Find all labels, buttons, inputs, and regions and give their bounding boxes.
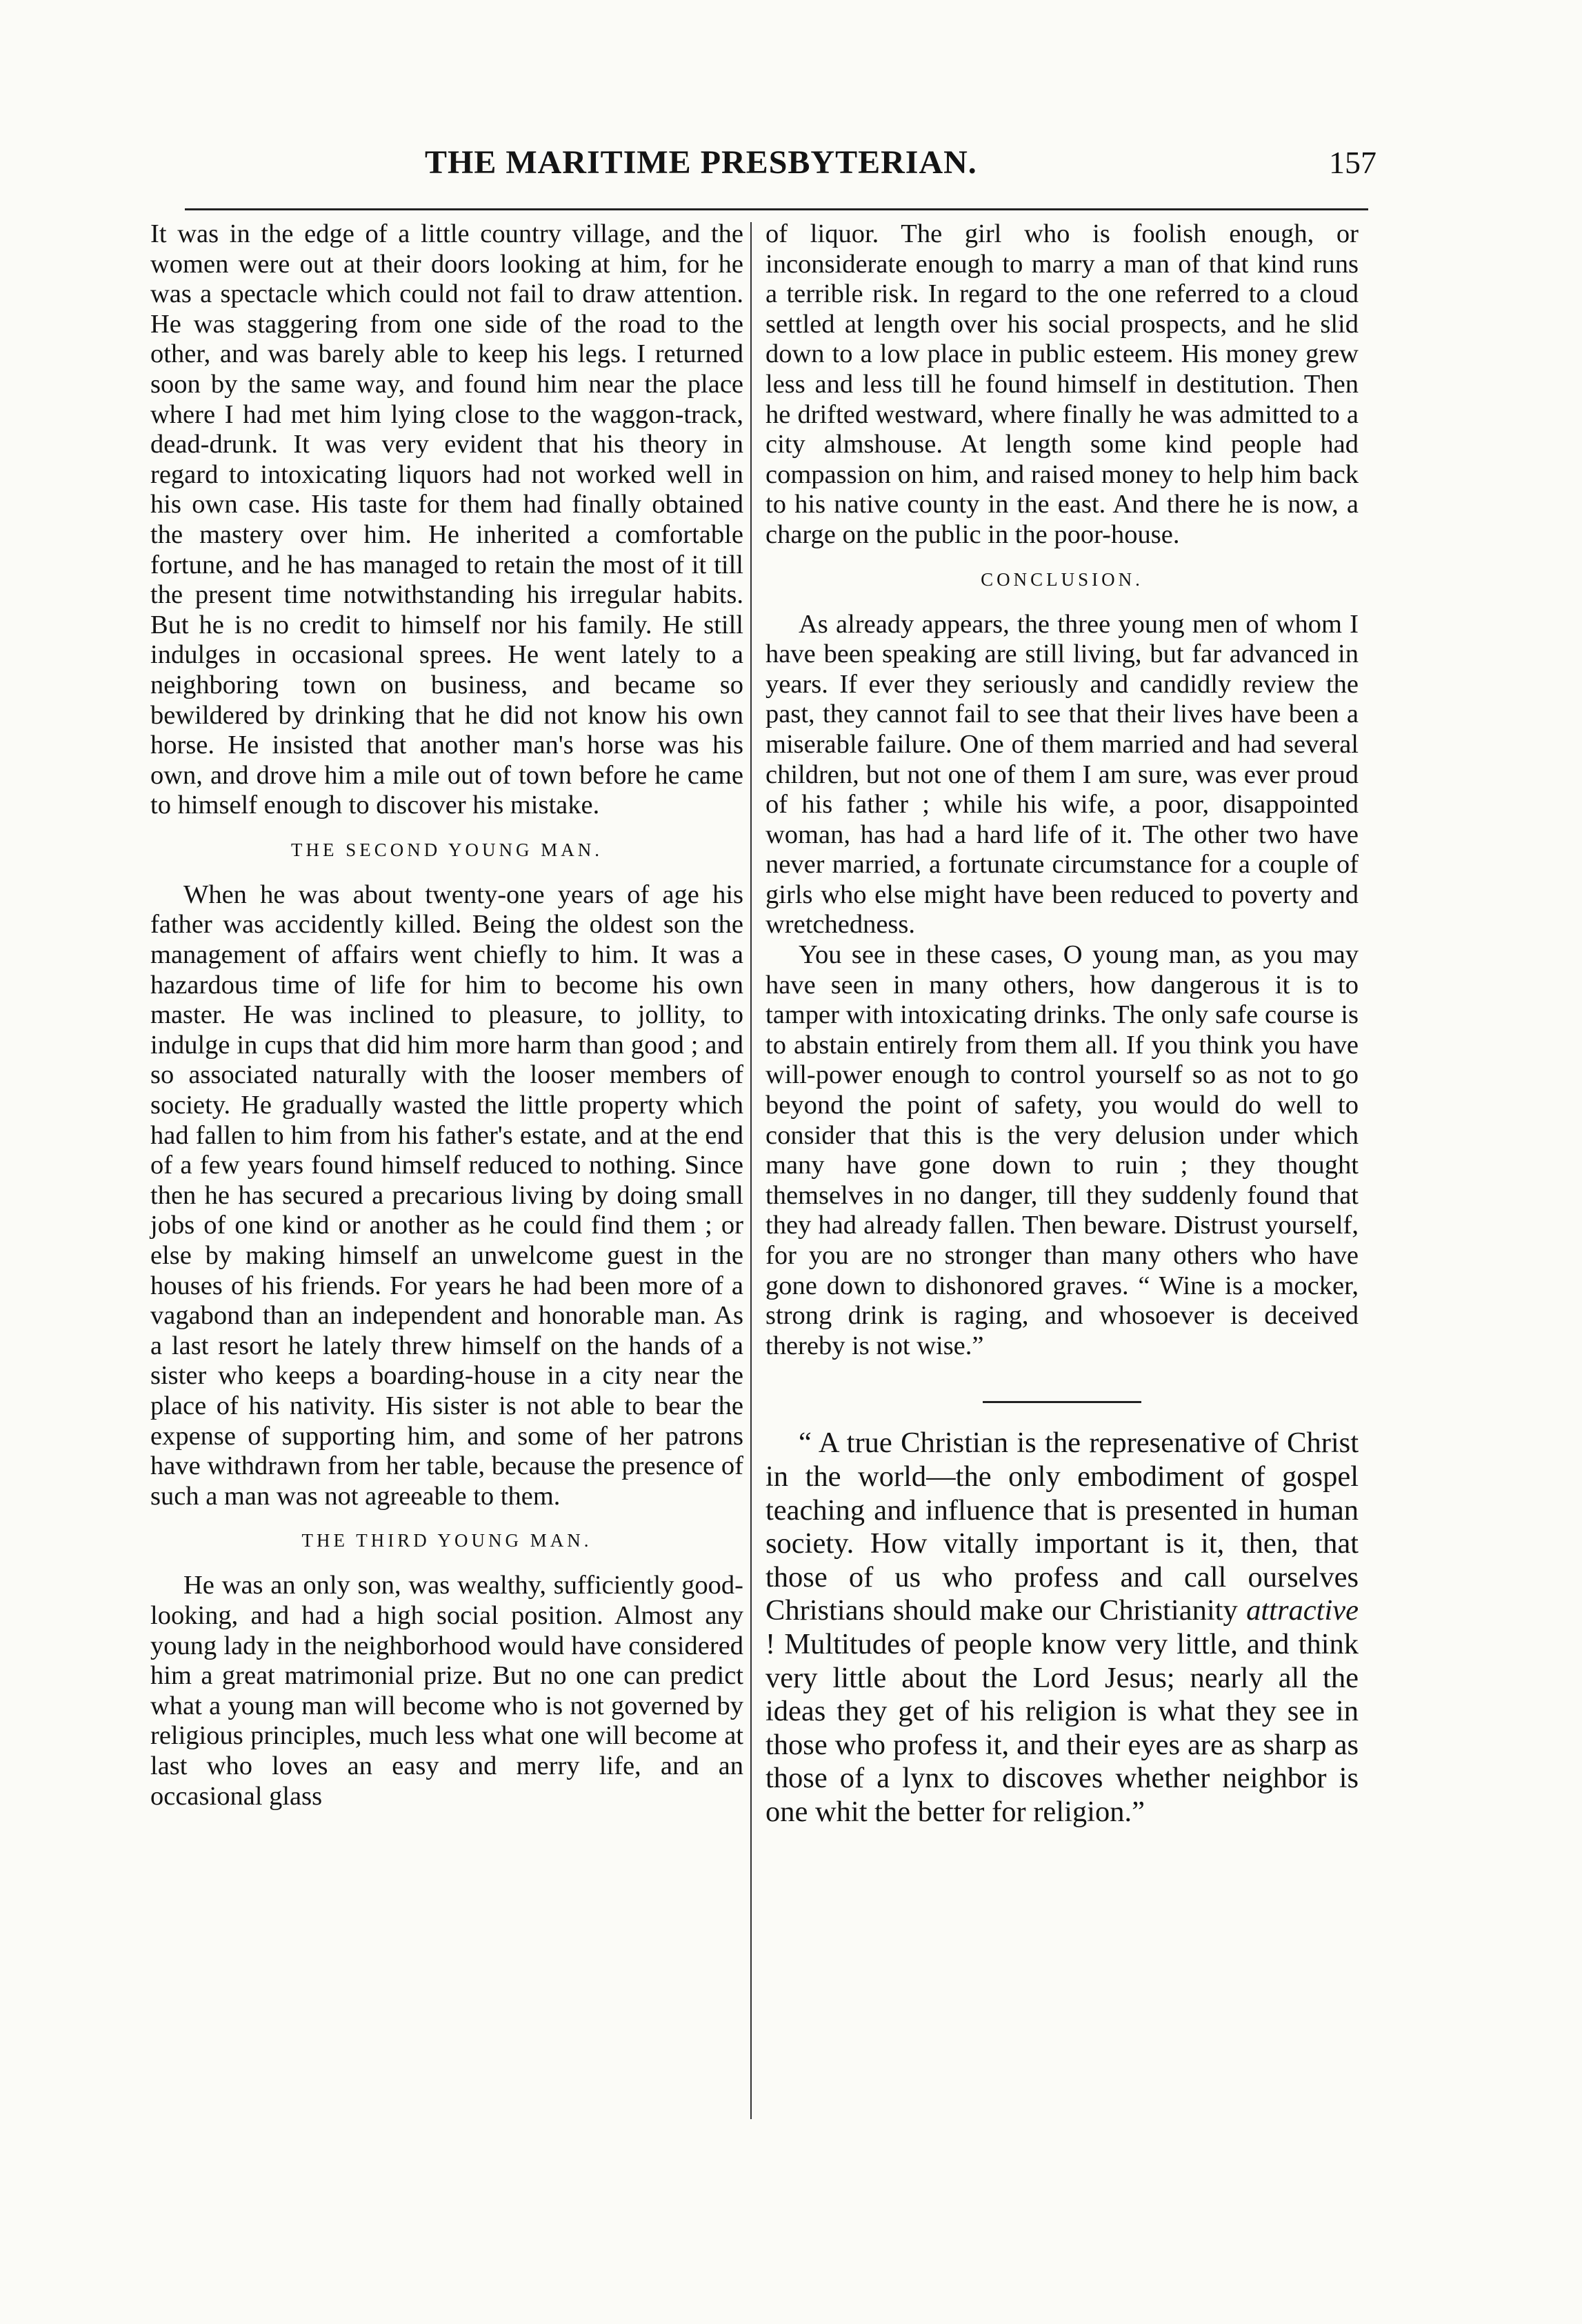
left-column <box>150 219 743 1811</box>
quote-emphasis: attractive <box>1246 1594 1359 1627</box>
conclusion-paragraph-2: You see in these cases, O young man, as you may have seen in many others, how dangerous it is to tamper with intoxicating drinks. The only safe course is to abstain entirely from them all. If you think you have will-power enough to control yourself so as not to go beyond the point of safety, you would do well to consider that this is the very delusion under which many have gone down to ruin ; they thought themselves in no danger, till they suddenly found that they had already fallen. Then beware. Distrust yourself, for you are no stronger than many others who have gone down to dishonored graves. “ Wine is a mocker, strong drink is raging, and whosoever is deceived thereby is not wise.” <box>765 940 1359 1360</box>
right-column <box>765 219 1359 1829</box>
column-divider <box>750 222 752 2119</box>
quote-text-start: “ A true Christian is the represenative of Christ in the world—the only embodiment of gospel teaching and influence that is presented in human society. How vitally important is it, then, that those of us who profess and call ourselves Christians should make our Christianity <box>765 1427 1359 1627</box>
section-heading-conclusion: CONCLUSION. <box>981 568 1143 590</box>
conclusion-paragraph-1: As already appears, the three young men of whom I have been speaking are still living, but far advanced in years. If ever they seriously and candidly review the past, they cannot fail to see that their lives have been a miserable failure. One of them married and had several children, but not one of them I am sure, was ever proud of his father ; while his wife, a poor, disappointed woman, has had a hard life of it. The other two have never married, a fortunate circumstance for a couple of girls who else might have been reduced to poverty and wretchedness. <box>765 609 1359 940</box>
christian-quote <box>765 1427 1359 1829</box>
page-header <box>177 135 1376 190</box>
page-number: 157 <box>1329 145 1376 180</box>
publication-title: THE MARITIME PRESBYTERIAN. <box>425 144 977 181</box>
section-heading-third-young-man: THE THIRD YOUNG MAN. <box>301 1530 592 1551</box>
section-separator-rule <box>983 1401 1141 1403</box>
section-heading-second-young-man: THE SECOND YOUNG MAN. <box>291 839 603 860</box>
story-continuation-paragraph: It was in the edge of a little country village, and the women were out at their doors looking at him, for he was a spectacle which could not fail to draw attention. He was staggering from one side of the road to the other, and was barely able to keep his legs. I returned soon by the same way, and found him near the place where I had met him lying close to the waggon-track, dead-drunk. It was very evident that his theory in regard to intoxicating liquors had not worked well in his own case. His taste for them had finally obtained the mastery over him. He inherited a comfortable fortune, and he has managed to retain the most of it till the present time notwithstanding his irregular habits. But he is no credit to himself nor his family. He still indulges in occasional sprees. He went lately to a neighboring town on business, and became so bewildered by drinking that he did not know his own horse. He insisted that another man's horse was his own, and drove him a mile out of town before he came to himself enough to discover his mistake. <box>150 219 743 820</box>
third-young-man-paragraph: He was an only son, was wealthy, sufficiently good-looking, and had a high social position. Almost any young lady in the neighborhood would have considered him a great matrimonial prize. But no one can predict what a young man will become who is not governed by religious principles, much less what one will become at last who loves an easy and merry life, and an occasional glass <box>150 1571 743 1811</box>
quote-text-end: ! Multitudes of people know very little, and think very little about the Lord Jesus; nearly all the ideas they get of his religion is what they see in those who profess it, and their eyes are as sharp as those of a lynx to discoves whether neighbor is one whit the better for religion.” <box>765 1627 1359 1828</box>
second-young-man-paragraph: When he was about twenty-one years of age his father was accidently killed. Being the oldest son the management of affairs went chiefly to him. It was a hazardous time of life for him to become his own master. He was inclined to pleasure, to jollity, to indulge in cups that did him more harm than good ; and so associated naturally with the looser members of society. He gradually wasted the little property which had fallen to him from his father's estate, and at the end of a few years found himself reduced to nothing. Since then he has secured a precarious living by doing small jobs of one kind or another as he could find them ; or else by making himself an unwelcome guest in the houses of his friends. For years he had been more of a vagabond than an independent and honorable man. As a last resort he lately threw himself on the hands of a sister who keeps a boarding-house in a city near the place of his nativity. His sister is not able to bear the expense of supporting him, and some of her patrons have withdrawn from her table, because the presence of such a man was not agreeable to them. <box>150 880 743 1511</box>
third-young-man-continuation: of liquor. The girl who is foolish enough, or inconsiderate enough to marry a man of that kind runs a terrible risk. In regard to the one referred to a cloud settled at length over his social prospects, and he slid down to a low place in public esteem. His money grew less and less till he found himself in destitution. Then he drifted westward, where finally he was admitted to a city almshouse. At length some kind people had compassion on him, and raised money to help him back to his native county in the east. And there he is now, a charge on the public in the poor-house. <box>765 219 1359 549</box>
header-rule <box>185 208 1368 210</box>
